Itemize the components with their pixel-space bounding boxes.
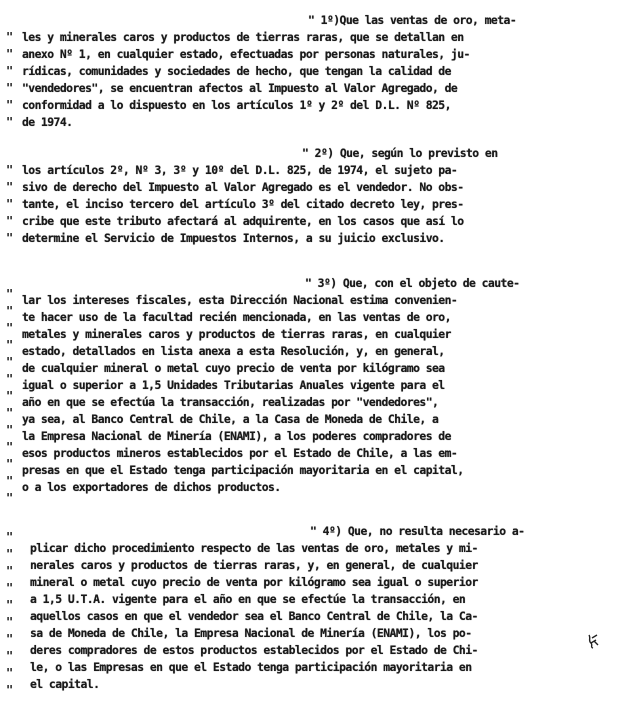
paragraph-1-line-1: " 1º)Que las ventas de oro, meta-	[308, 13, 517, 27]
margin-quote: "	[6, 338, 14, 352]
margin-quote: "	[6, 180, 14, 194]
paragraph-4-line-1: " 4º) Que, no resulta necesario a-	[310, 524, 525, 538]
paragraph-1-line-6: conformidad a lo dispuesto en los artículos 1º y 2º del D.L. Nº 825,	[22, 98, 451, 112]
margin-quote: "	[6, 666, 14, 680]
paragraph-4-line-10: el capital.	[30, 677, 100, 691]
paragraph-2-line-6: determine el Servicio de Impuestos Internos, a su juicio exclusivo.	[22, 231, 445, 245]
paragraph-3-line-9: ya sea, al Banco Central de Chile, a la Casa de Moneda de Chile, a	[22, 412, 439, 426]
margin-quote: "	[6, 530, 14, 544]
margin-quote: "	[6, 64, 14, 78]
margin-quote: "	[6, 491, 14, 505]
margin-quote: "	[6, 474, 14, 488]
paragraph-2-line-1: " 2º) Que, según lo previsto en	[302, 146, 498, 160]
paragraph-3-line-8: año en que se efectúa la transacción, realizadas por "vendedores",	[22, 395, 439, 409]
margin-quote: "	[6, 287, 14, 301]
margin-quote: "	[6, 372, 14, 386]
paragraph-1-line-4: rídicas, comunidades y sociedades de hecho, que tengan la calidad de	[22, 64, 451, 78]
margin-quote: "	[6, 304, 14, 318]
paragraph-1-line-3: anexo Nº 1, en cualquier estado, efectuadas por personas naturales, ju-	[22, 47, 470, 61]
paragraph-4-line-3: nerales caros y productos de tierras raras, y, en general, de cualquier	[30, 558, 478, 572]
paragraph-4-line-4: mineral o metal cuyo precio de venta por kilógramo sea igual o superior	[30, 575, 478, 589]
paragraph-3-line-3: te hacer uso de la facultad recién mencionada, en las ventas de oro,	[22, 310, 451, 324]
margin-quote: "	[6, 389, 14, 403]
paragraph-2-line-2: los artículos 2º, Nº 3, 3º y 10º del D.L. 825, de 1974, el sujeto pa-	[22, 163, 458, 177]
paragraph-3-line-4: metales y minerales caros y productos de tierras raras, en cualquier	[22, 327, 451, 341]
paragraph-3-line-7: igual o superior a 1,5 Unidades Tributarias Anuales vigente para el	[22, 378, 445, 392]
paragraph-2-line-3: sivo de derecho del Impuesto al Valor Agregado es el vendedor. No obs-	[22, 180, 464, 194]
paragraph-3-line-1: " 3º) Que, con el objeto de caute-	[305, 276, 520, 290]
paragraph-3-line-10: la Empresa Nacional de Minería (ENAMI), a los poderes compradores de	[22, 429, 451, 443]
handwritten-mark-icon	[586, 632, 600, 650]
paragraph-4-line-6: aquellos casos en que el vendedor sea el Banco Central de Chile, la Ca-	[30, 609, 478, 623]
paragraph-3-line-5: estado, detallados en lista anexa a esta Resolución, y, en general,	[22, 344, 445, 358]
margin-quote: "	[6, 163, 14, 177]
margin-quote: "	[6, 547, 14, 561]
margin-quote: "	[6, 214, 14, 228]
paragraph-4-line-9: le, o las Empresas en que el Estado tenga participación mayoritaria en	[30, 660, 472, 674]
margin-quote: "	[6, 115, 14, 129]
margin-quote: "	[6, 406, 14, 420]
paragraph-1-line-2: les y minerales caros y productos de tierras raras, que se detallan en	[22, 30, 464, 44]
margin-quote: "	[6, 98, 14, 112]
margin-quote: "	[6, 355, 14, 369]
margin-quote: "	[6, 581, 14, 595]
margin-quote: "	[6, 564, 14, 578]
paragraph-3-line-12: presas en que el Estado tenga participación mayoritaria en el capital,	[22, 463, 464, 477]
paragraph-4-line-5: a 1,5 U.T.A. vigente para el año en que se efectúe la transacción, en	[30, 592, 466, 606]
paragraph-3-line-2: lar los intereses fiscales, esta Dirección Nacional estima convenien-	[22, 293, 458, 307]
paragraph-4-line-2: plicar dicho procedimiento respecto de las ventas de oro, metales y mi-	[30, 541, 478, 555]
margin-quote: "	[6, 321, 14, 335]
paragraph-1-line-7: de 1974.	[22, 115, 73, 129]
margin-quote: "	[6, 81, 14, 95]
margin-quote: "	[6, 440, 14, 454]
paragraph-3-line-11: esos productos mineros establecidos por el Estado de Chile, a las em-	[22, 446, 458, 460]
paragraph-4-line-7: sa de Moneda de Chile, la Empresa Nacional de Minería (ENAMI), los po-	[30, 626, 472, 640]
margin-quote: "	[6, 231, 14, 245]
margin-quote: "	[6, 615, 14, 629]
paragraph-2-line-5: cribe que este tributo afectará al adquirente, en los casos que así lo	[22, 214, 464, 228]
margin-quote: "	[6, 457, 14, 471]
margin-quote: "	[6, 30, 14, 44]
paragraph-3-line-6: de cualquier mineral o metal cuyo precio de venta por kilógramo sea	[22, 361, 445, 375]
paragraph-3-line-13: o a los exportadores de dichos productos.	[22, 480, 281, 494]
margin-quote: "	[6, 632, 14, 646]
margin-quote: "	[6, 649, 14, 663]
paragraph-1-line-5: "vendedores", se encuentran afectos al Impuesto al Valor Agregado, de	[22, 81, 458, 95]
paragraph-4-line-8: deres compradores de estos productos establecidos por el Estado de Chi-	[30, 643, 478, 657]
margin-quote: "	[6, 683, 14, 697]
margin-quote: "	[6, 47, 14, 61]
margin-quote: "	[6, 423, 14, 437]
margin-quote: "	[6, 197, 14, 211]
paragraph-2-line-4: tante, el inciso tercero del artículo 3º del citado decreto ley, pres-	[22, 197, 464, 211]
margin-quote: "	[6, 598, 14, 612]
